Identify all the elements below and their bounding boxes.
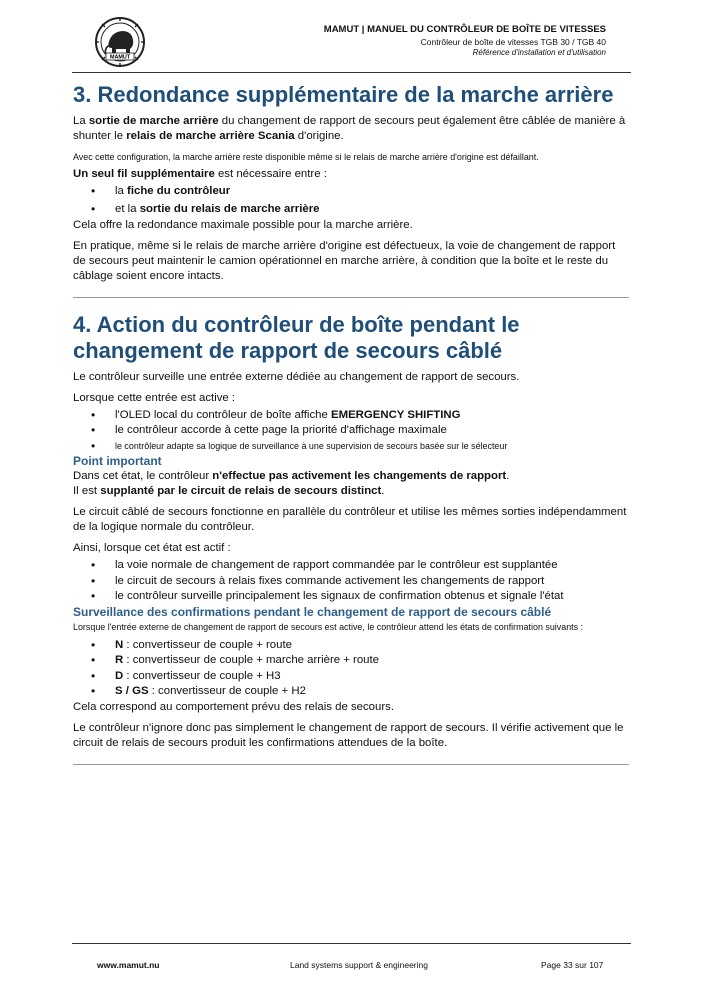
list-item: • le contrôleur accorde à cette page la priorité d'affichage maximale	[115, 423, 629, 438]
footer-divider	[72, 943, 631, 944]
header-subtitle-2: Référence d'installation et d'utilisation	[472, 48, 606, 57]
section-4-heading: 4. Action du contrôleur de boîte pendant le changement de rapport de secours câblé	[73, 311, 520, 363]
s4-paragraph-1: Le contrôleur surveille une entrée externe dédiée au changement de rapport de secours.	[73, 370, 520, 383]
footer-page-number: Page 33 sur 107	[541, 960, 604, 970]
important-line-2: Il est supplanté par le circuit de relais de secours distinct.	[73, 485, 385, 497]
surveillance-title: Surveillance des confirmations pendant le changement de rapport de secours câblé	[73, 604, 552, 619]
surveillance-note: Lorsque l'entrée externe de changement de rapport de secours est active, le contrôleur attend les états de confirmation suivants :	[73, 621, 584, 633]
s4-bullet-list-3	[73, 638, 629, 700]
s3-paragraph-1: La sortie de marche arrière du changement de rapport de secours peut également être câblée de manière à shunter le relais de marche arrière Scania d'origine.	[73, 115, 626, 142]
header-subtitle: Contrôleur de boîte de vitesses TGB 30 / TGB 40	[420, 37, 606, 47]
s3-bullet-list	[73, 184, 629, 217]
header-divider	[72, 72, 631, 73]
s3-paragraph-3: Cela offre la redondance maximale possible pour la marche arrière.	[73, 218, 413, 231]
page-header	[72, 14, 632, 72]
list-item: • et la sortie du relais de marche arrière	[115, 202, 629, 217]
list-item: • le contrôleur surveille principalement les signaux de confirmation obtenus et signale l'état	[115, 589, 629, 604]
s4-paragraph-2: Lorsque cette entrée est active :	[73, 391, 236, 404]
list-item: • la voie normale de changement de rapport commandée par le contrôleur est supplantée	[115, 558, 629, 573]
list-item: • N : convertisseur de couple + route	[115, 638, 629, 653]
list-item: • le contrôleur adapte sa logique de surveillance à une supervision de secours basée sur le sélecteur	[115, 439, 629, 454]
mamut-logo	[94, 16, 146, 68]
s3-small-note: Avec cette configuration, la marche arrière reste disponible même si le relais de marche arrière d'origine est défaillant.	[73, 152, 539, 163]
s4-paragraph-5: Cela correspond au comportement prévu des relais de secours.	[73, 700, 395, 713]
s4-paragraph-4: Ainsi, lorsque cet état est actif :	[73, 542, 231, 554]
svg-text:MAMUT: MAMUT	[109, 54, 131, 61]
s4-paragraph-3: Le circuit câblé de secours fonctionne en parallèle du contrôleur et utilise les mêmes sorties indépendamment de la logique normale du contrôleur.	[73, 506, 627, 533]
footer-tagline: Land systems support & engineering	[290, 960, 428, 970]
footer-website[interactable]: www.mamut.nu	[97, 960, 160, 970]
s3-paragraph-4: En pratique, même si le relais de marche arrière d'origine est défectueux, la voie de changement de rapport de secours peut maintenir le camion opérationnel en marche arrière, à condition que la boîte et le reste du câblage soient encore intacts.	[73, 239, 616, 282]
section-divider	[73, 297, 629, 298]
list-item: • R : convertisseur de couple + marche arrière + route	[115, 653, 629, 668]
s4-paragraph-6: Le contrôleur n'ignore donc pas simplement le changement de rapport de secours. Il vérifie activement que le circuit de relais de secours produit les confirmations attendues de la boîte.	[73, 721, 624, 749]
s4-bullet-list-2	[73, 558, 629, 604]
list-item: • l'OLED local du contrôleur de boîte affiche EMERGENCY SHIFTING	[115, 408, 629, 423]
important-title: Point important	[73, 454, 162, 468]
header-title: MAMUT | MANUEL DU CONTRÔLEUR DE BOÎTE DE VITESSES	[323, 24, 606, 35]
section-divider	[73, 764, 629, 765]
list-item: • le circuit de secours à relais fixes commande activement les changements de rapport	[115, 574, 629, 589]
list-item: • la fiche du contrôleur	[115, 184, 629, 199]
s3-paragraph-2: Un seul fil supplémentaire est nécessaire entre :	[73, 168, 327, 180]
page-content	[73, 82, 629, 779]
s4-bullet-list-1	[73, 408, 629, 454]
important-line-1: Dans cet état, le contrôleur n'effectue pas activement les changements de rapport.	[73, 470, 510, 482]
list-item: • S / GS : convertisseur de couple + H2	[115, 684, 629, 699]
section-3-heading: 3. Redondance supplémentaire de la marche arrière	[73, 82, 614, 107]
list-item: • D : convertisseur de couple + H3	[115, 669, 629, 684]
